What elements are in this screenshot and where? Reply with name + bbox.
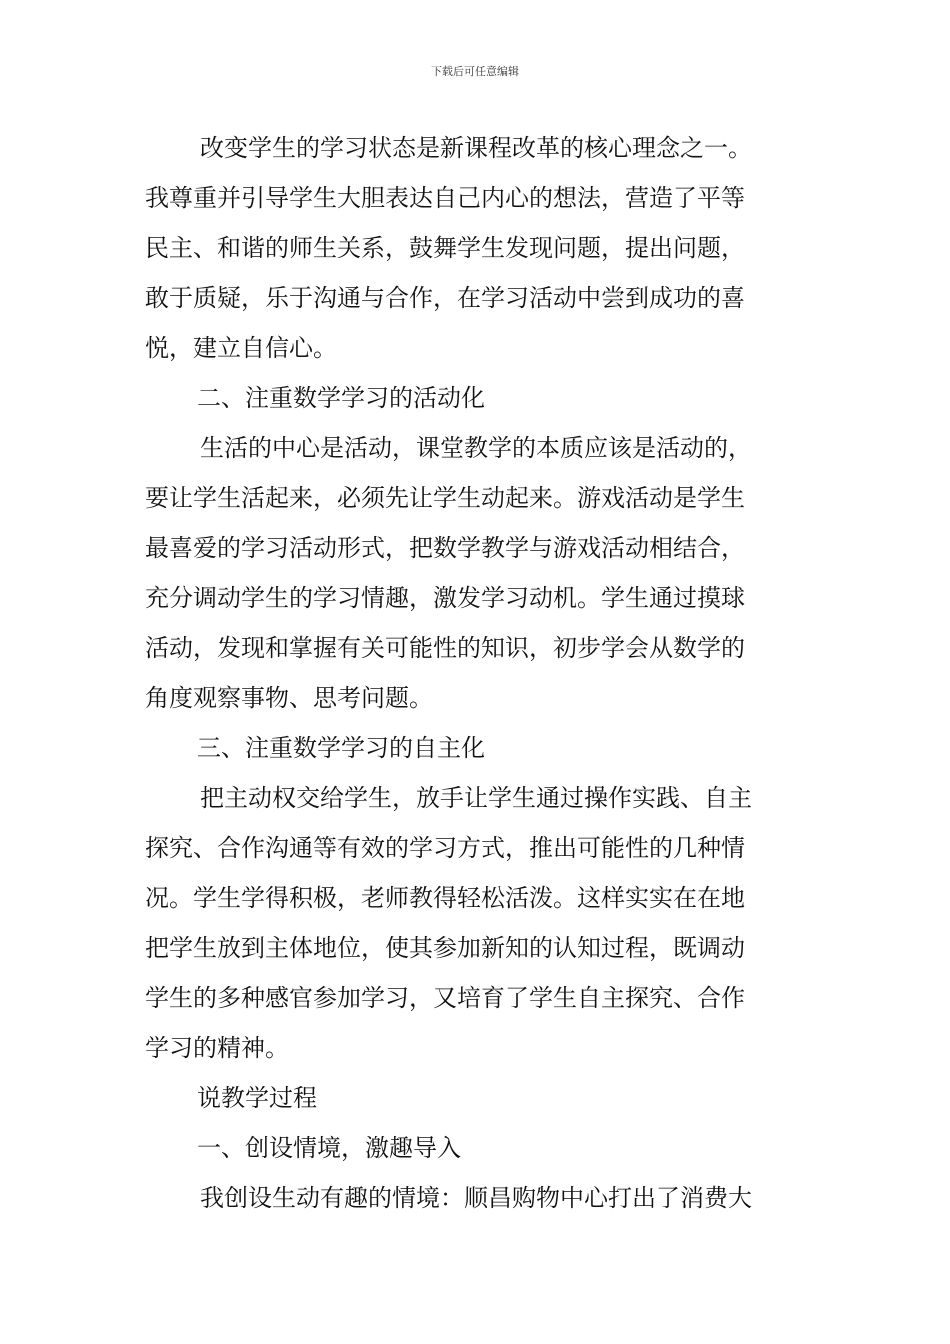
paragraph-line: 敢于质疑，乐于沟通与合作，在学习活动中尝到成功的喜: [145, 284, 745, 312]
paragraph-line: 探究、合作沟通等有效的学习方式，推出可能性的几种情: [145, 834, 745, 862]
paragraph-line: 学生的多种感官参加学习，又培育了学生自主探究、合作: [145, 984, 745, 1012]
paragraph-line: 我创设生动有趣的情境：顺昌购物中心打出了消费大: [200, 1184, 752, 1212]
paragraph-line: 学习的精神。: [145, 1034, 289, 1062]
section-heading: 说教学过程: [197, 1084, 317, 1112]
paragraph-line: 活动，发现和掌握有关可能性的知识，初步学会从数学的: [145, 634, 745, 662]
paragraph-line: 我尊重并引导学生大胆表达自己内心的想法，营造了平等: [145, 184, 745, 212]
section-heading: 一、创设情境，激趣导入: [197, 1134, 461, 1162]
section-heading: 三、注重数学学习的自主化: [197, 734, 485, 762]
paragraph-line: 况。学生学得积极，老师教得轻松活泼。这样实实在在地: [145, 884, 745, 912]
paragraph-line: 生活的中心是活动，课堂教学的本质应该是活动的，: [200, 434, 752, 462]
paragraph-line: 民主、和谐的师生关系，鼓舞学生发现问题，提出问题，: [145, 234, 745, 262]
page-header: 下载后可任意编辑: [431, 65, 519, 78]
section-heading: 二、注重数学学习的活动化: [197, 384, 485, 412]
paragraph-line: 把主动权交给学生，放手让学生通过操作实践、自主: [200, 784, 752, 812]
paragraph-line: 改变学生的学习状态是新课程改革的核心理念之一。: [200, 134, 752, 162]
paragraph-line: 悦，建立自信心。: [145, 334, 337, 362]
paragraph-line: 要让学生活起来，必须先让学生动起来。游戏活动是学生: [145, 484, 745, 512]
paragraph-line: 角度观察事物、思考问题。: [145, 684, 433, 712]
paragraph-line: 把学生放到主体地位，使其参加新知的认知过程，既调动: [145, 934, 745, 962]
document-body: [145, 123, 809, 1223]
paragraph-line: 最喜爱的学习活动形式，把数学教学与游戏活动相结合，: [145, 534, 745, 562]
paragraph-line: 充分调动学生的学习情趣，激发学习动机。学生通过摸球: [145, 584, 745, 612]
